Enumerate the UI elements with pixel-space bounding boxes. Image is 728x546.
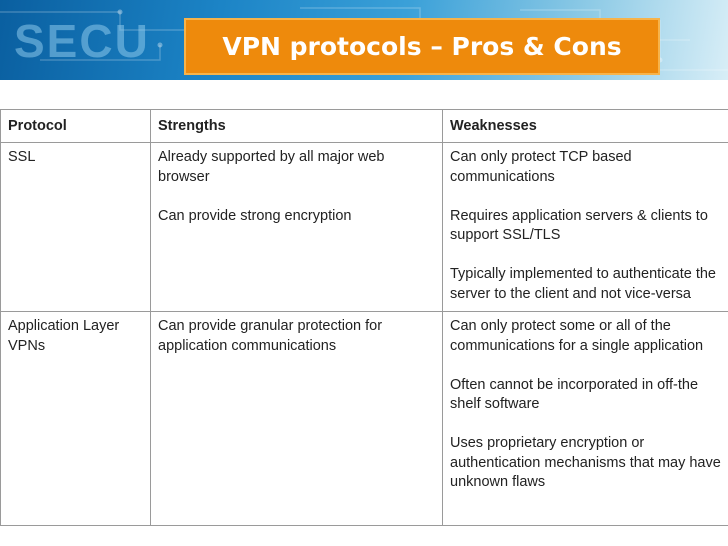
comparison-table-container [0, 109, 728, 526]
title-box [184, 18, 660, 75]
weakness-item: Can only protect some or all of the communications for a single application [450, 318, 704, 354]
strength-item: Can provide granular protection for application communications [158, 318, 383, 354]
weaknesses-cell [443, 143, 728, 312]
header-weaknesses: Weaknesses [443, 110, 728, 143]
page-title: VPN protocols – Pros & Cons [222, 32, 622, 61]
comparison-table [0, 109, 728, 526]
header-row [1, 110, 728, 143]
strengths-cell [151, 312, 443, 526]
table-row [1, 143, 728, 312]
banner-watermark: SECU [14, 15, 150, 67]
strengths-cell [151, 143, 443, 312]
header-protocol: Protocol [1, 110, 151, 143]
weakness-item: Often cannot be incorporated in off-the shelf software [450, 376, 699, 412]
weakness-item: Can only protect TCP based communications [450, 149, 632, 185]
weakness-item: Typically implemented to authenticate the server to the client and not vice-versa [450, 266, 716, 302]
weakness-item: Uses proprietary encryption or authentication mechanisms that may have unknown flaws [450, 435, 721, 490]
header-strengths: Strengths [151, 110, 443, 143]
protocol-cell: Application Layer VPNs [1, 312, 151, 526]
header-banner [0, 0, 728, 80]
table-row [1, 312, 728, 526]
strength-item: Already supported by all major web browser [158, 149, 385, 185]
strength-item: Can provide strong encryption [158, 207, 352, 224]
protocol-cell: SSL [1, 143, 151, 312]
weaknesses-cell [443, 312, 728, 526]
weakness-item: Requires application servers & clients to support SSL/TLS [450, 207, 708, 243]
